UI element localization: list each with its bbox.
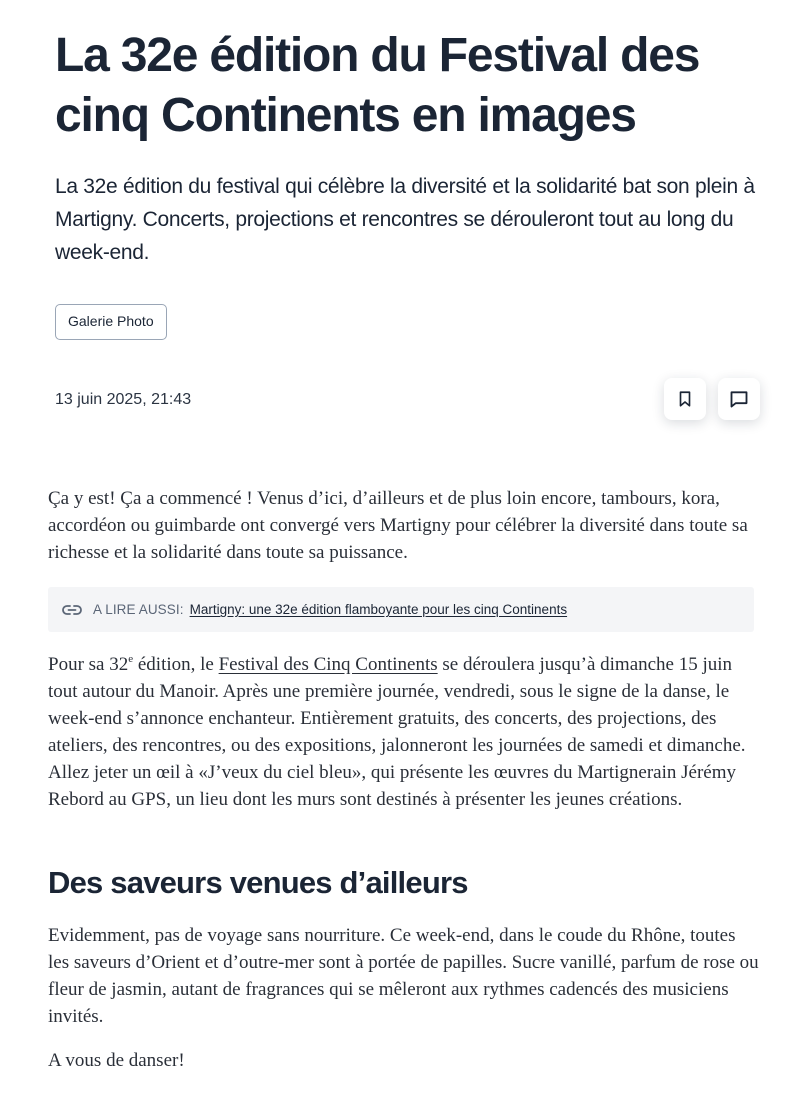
- edition-superscript: e: [128, 652, 134, 665]
- article-paragraph-2: [48, 651, 760, 813]
- photo-gallery-tag-button[interactable]: Galerie Photo: [55, 304, 167, 340]
- read-also-box: [48, 587, 754, 632]
- article-paragraph-1: Ça y est! Ça a commencé ! Venus d’ici, d’ailleurs et de plus loin encore, tambours, kora, accordéon ou guimbarde ont convergé vers Martigny pour célébrer la diversité dans toute sa richesse et la solidarité dans toute sa puissance.: [48, 488, 748, 563]
- link-icon: [62, 604, 82, 616]
- article-paragraph-3: Evidemment, pas de voyage sans nourriture. Ce week-end, dans le coude du Rhône, toutes les saveurs d’Orient et d’outre-mer sont à portée de papilles. Sucre vanillé, parfum de rose ou fleur de jasmin, autant de fragrances qui se mêleront aux rythmes cadencés des musiciens invités.: [48, 925, 759, 1027]
- bookmark-button[interactable]: [664, 378, 706, 420]
- section-heading: Des saveurs venues d’ailleurs: [48, 865, 468, 900]
- comment-icon: [729, 389, 749, 409]
- paragraph-2-text: Pour sa: [48, 654, 110, 675]
- festival-link[interactable]: Festival des Cinq Continents: [218, 654, 438, 675]
- publication-date: 13 juin 2025, 21:43: [55, 391, 192, 408]
- article-paragraph-4: A vous de danser!: [48, 1050, 185, 1071]
- read-also-label: A LIRE AUSSI:: [93, 602, 184, 617]
- comment-button[interactable]: [718, 378, 760, 420]
- bookmark-icon: [676, 390, 694, 408]
- paragraph-2-text: édition, le: [133, 654, 219, 675]
- read-also-link[interactable]: Martigny: une 32e édition flamboyante pour les cinq Continents: [189, 602, 568, 617]
- paragraph-2-text: se déroulera jusqu’à dimanche 15 juin tout autour du Manoir. Après une première journée, vendredi, sous le signe de la danse, le week-end s’annonce enchanteur. Entièrement gratuits, des concerts, des projections, des ateliers, des rencontres, ou des expositions, jalonneront les journées de samedi et dimanche. Allez jeter un œil à «J’veux du ciel bleu», qui présente les œuvres du Martignerain Jérémy Rebord au GPS, un lieu dont les murs sont destinés à présenter les jeunes créations.: [48, 654, 746, 810]
- article-title: La 32e édition du Festival des cinq Continents en images: [55, 29, 700, 142]
- article-lead: La 32e édition du festival qui célèbre la diversité et la solidarité bat son plein à Martigny. Concerts, projections et rencontres se dérouleront tout au long du week-end.: [55, 175, 755, 264]
- edition-number: 32: [109, 654, 129, 675]
